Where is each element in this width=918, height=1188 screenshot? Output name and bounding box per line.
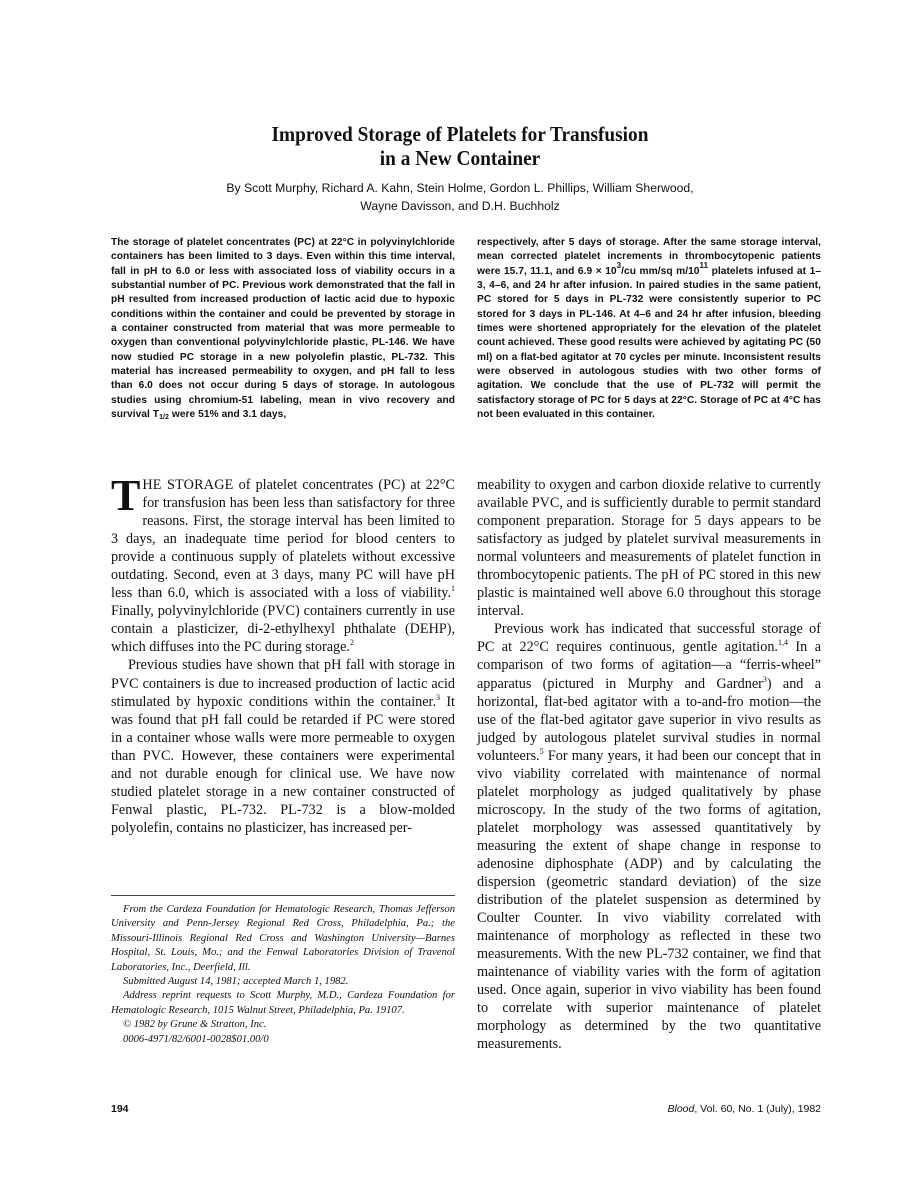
abstract-text: were 51% and 3.1 days, [168, 409, 287, 421]
drop-cap: T [111, 471, 141, 520]
subscript: 1/2 [159, 414, 169, 422]
journal-issue: , Vol. 60, No. 1 (July), 1982 [694, 1103, 821, 1115]
abstract-text: The storage of platelet concentrates (PC) at 22°C in polyvinylchloride containers has been limited to 3 days. Even within this time interval, fall in pH to 6.0 or less with associated loss of viability occurs in a substantial number of PC. Previous work demonstrated that the fall in pH resulted from increased production of lactic acid due to hypoxic conditions within the container and could be prevented by storage in a container constructed from material that was more permeable to oxygen than conventional polyvinylchloride plastic, PL-146. We have now studied PC storage in a new polyolefin plastic, PL-732. This material has increased permeability to oxygen, and pH fall to less than 6.0 does not occur during 5 days of storage. In autologous studies using chromium-51 labeling, mean in vivo recovery and survival T [111, 237, 455, 421]
authors-line-1: By Scott Murphy, Richard A. Kahn, Stein Holme, Gordon L. Phillips, William Sherwood, [226, 181, 694, 195]
superscript: 11 [699, 260, 709, 270]
footnote-affiliation: From the Cardeza Foundation for Hematologic Research, Thomas Jefferson University and Penn-Jersey Regional Red Cross, Philadelphia, Pa.; the Missouri-Illinois Regional Red Cross and Washington University—Barnes Hospital, St. Louis, Mo.; and the Fenwal Laboratories Division of Travenol Laboratories, Inc., Deerfield, Ill. [111, 904, 455, 973]
body-right-column [477, 476, 821, 1054]
abstract-text: /cu mm/sq m/10 [621, 265, 700, 277]
body-paragraph [111, 656, 455, 836]
author-list [100, 179, 820, 215]
paragraph-text: It was found that pH fall could be retarded if PC were stored in a container whose walls were more permeable to oxygen than PVC. However, these containers were experimental and not durable enough for clinical use. We have now studied platelet storage in a new container constructed of Fenwal plastic, PL-732. PL-732 is a blow-molded polyolefin, contains no plasticizer, has increased per- [111, 693, 455, 836]
abstract-text: platelets infused at 1–3, 4–6, and 24 hr after infusion. In paired studies in the same patient, PC stored for 5 days in PL-732 were consistently superior to PC stored for 3 days in PL-146. At 4–6 and 24 hr after infusion, bleeding times were shortened appropriately for the elevation of the platelet count achieved. These good results were achieved by agitating PC (50 ml) on a flat-bed agitator at 70 cycles per minute. Inconsistent results were observed in autologous studies with two other forms of agitation. We conclude that the use of PL-732 will permit the satisfactory storage of PC for 5 days at 22°C. Storage of PC at 4°C has not been evaluated in this container. [477, 265, 821, 421]
footnote-reprints: Address reprint requests to Scott Murphy, M.D., Cardeza Foundation for Hematologic Research, 1015 Walnut Street, Philadelphia, Pa. 19107. [111, 990, 455, 1016]
paragraph-text: For many years, it had been our concept that in vivo viability correlated with maintenance of normal platelet morphology as judged qualitatively by phase microscopy. In the study of the two forms of agitation, platelet morphology was assessed quantitatively by measuring the extent of shape change in response to adenosine diphosphate (ADP) and by calculating the dispersion (geometric standard deviation) of the size distribution of the platelet suspension as determined by Coulter Counter. In vivo viability correlated with maintenance of morphology as reflected in these two measurements. With the new PL-732 container, we find that maintenance of viability varies with the form of agitation used. Once again, superior in vivo viability has been found to correlate with superior maintenance of platelet morphology as determined by the two quantitative measurements. [477, 747, 821, 1053]
paragraph-text: In a comparison of two forms of agitation—a “ferris-wheel” apparatus (pictured in Murphy and Gardner [477, 639, 821, 692]
page-number: 194 [111, 1103, 129, 1115]
footnote-copyright: © 1982 by Grune & Stratton, Inc. [123, 1019, 267, 1031]
authors-line-2: Wayne Davisson, and D.H. Buchholz [360, 199, 560, 213]
body-paragraph: meability to oxygen and carbon dioxide relative to currently available PVC, and is sufficiently durable to permit standard component preparation. Storage for 5 days appears to be satisfactory as judged by platelet survival measurements in normal volunteers and measurements of platelet function in thrombocytopenic patients. The pH of PC stored in this new plastic is maintained well above 6.0 throughout this storage interval. [477, 477, 821, 620]
footnote-code: 0006-4971/82/6001-0028$01.00/0 [123, 1033, 269, 1045]
abstract-right-column [477, 236, 821, 422]
paragraph-text: of platelet concentrates (PC) at 22°C for transfusion has been less than satisfactory for three reasons. First, the storage interval has been limited to 3 days, an inadequate time period for blood centers to provide a continuous supply of platelets without excessive outdating. Second, even at 3 days, many PC will have pH less than 6.0, which is associated with a loss of viability. [111, 477, 455, 602]
paragraph-text: Previous work has indicated that successful storage of PC at 22°C requires continuous, gentle agitation. [477, 621, 821, 656]
footnote-submitted: Submitted August 14, 1981; accepted March 1, 1982. [123, 976, 349, 988]
citation-ref: 1,4 [777, 638, 788, 648]
abstract-text: respectively, after 5 days of storage. After the same storage interval, mean corrected platelet increments in thrombocytopenic patients were 15.7, 11.1, and 6.9 × 10 [477, 237, 821, 277]
body-paragraph [111, 471, 455, 656]
citation-ref: 3 [762, 674, 767, 684]
citation-ref: 2 [349, 638, 354, 648]
citation-ref: 3 [436, 692, 441, 702]
title-line-2: in a New Container [379, 146, 541, 170]
body-left-column [111, 471, 455, 837]
paragraph-text: Finally, polyvinylchloride (PVC) containers currently in use contain a plasticizer, di-2-ethylhexyl phthalate (DEHP), which diffuses into the PC during storage. [111, 603, 455, 656]
lead-in-caps: HE STORAGE [142, 477, 234, 493]
paragraph-text: ) and a horizontal, flat-bed agitator with a to-and-fro motion—the use of the flat-bed agitator gave superior in vivo results as judged by autologous platelet survival studies in normal volunteers. [477, 675, 821, 764]
journal-citation [667, 1103, 821, 1115]
body-paragraph [477, 620, 821, 1053]
paragraph-text: Previous studies have shown that pH fall with storage in PVC containers is due to increased production of lactic acid stimulated by hypoxic conditions within the container. [111, 657, 455, 710]
article-title [129, 122, 791, 170]
superscript: 3 [616, 260, 622, 270]
footnotes [111, 903, 455, 1047]
abstract-left-column [111, 236, 455, 422]
title-line-1: Improved Storage of Platelets for Transfusion [271, 122, 649, 146]
footnote-divider [111, 895, 455, 896]
citation-ref: 1 [451, 584, 455, 594]
journal-name: Blood [667, 1103, 695, 1115]
citation-ref: 5 [539, 746, 544, 756]
